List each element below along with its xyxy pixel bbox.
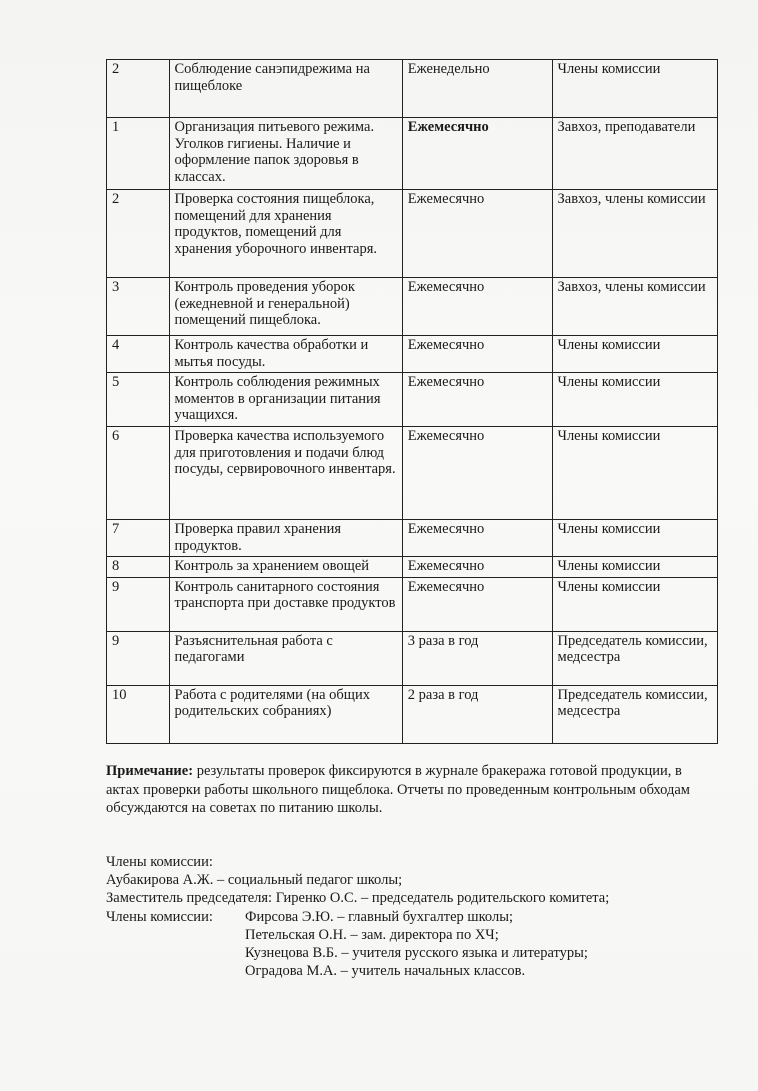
table-row bbox=[107, 118, 718, 190]
row-activity: Работа с родителями (на общих родительских собраниях) bbox=[169, 685, 402, 743]
row-number: 2 bbox=[107, 60, 170, 118]
row-activity: Контроль проведения уборок (ежедневной и генеральной) помещений пищеблока. bbox=[169, 278, 402, 336]
row-responsible: Члены комиссии bbox=[552, 557, 717, 578]
row-period: Ежемесячно bbox=[402, 373, 552, 427]
row-responsible: Члены комиссии bbox=[552, 427, 717, 520]
row-period: Ежемесячно bbox=[402, 118, 552, 190]
row-number: 2 bbox=[107, 190, 170, 278]
row-period: Еженедельно bbox=[402, 60, 552, 118]
row-number: 4 bbox=[107, 336, 170, 373]
table-row bbox=[107, 557, 718, 578]
row-number: 8 bbox=[107, 557, 170, 578]
row-number: 6 bbox=[107, 427, 170, 520]
row-responsible: Члены комиссии bbox=[552, 373, 717, 427]
row-activity: Проверка состояния пищеблока, помещений для хранения продуктов, помещений для хранения уборочного инвентаря. bbox=[169, 190, 402, 278]
note-paragraph bbox=[106, 762, 706, 818]
inspection-plan-table bbox=[106, 59, 718, 744]
row-number: 10 bbox=[107, 685, 170, 743]
row-period: Ежемесячно bbox=[402, 577, 552, 631]
row-activity: Разъяснительная работа с педагогами bbox=[169, 631, 402, 685]
row-period: 2 раза в год bbox=[402, 685, 552, 743]
row-responsible: Председатель комиссии, медсестра bbox=[552, 631, 717, 685]
row-activity: Контроль соблюдения режимных моментов в организации питания учащихся. bbox=[169, 373, 402, 427]
member-line: Петельская О.Н. – зам. директора по ХЧ; bbox=[245, 926, 499, 943]
row-responsible: Завхоз, члены комиссии bbox=[552, 278, 717, 336]
row-responsible: Завхоз, члены комиссии bbox=[552, 190, 717, 278]
plan-table-body bbox=[107, 60, 718, 744]
note-label: Примечание: bbox=[106, 763, 194, 779]
member-line: Оградова М.А. – учитель начальных классов. bbox=[245, 963, 526, 980]
chair-line: Аубакирова А.Ж. – социальный педагог школы; bbox=[106, 872, 403, 889]
table-row bbox=[107, 373, 718, 427]
table-row bbox=[107, 577, 718, 631]
row-activity: Проверка качества используемого для приготовления и подачи блюд посуды, сервировочного инвентаря. bbox=[169, 427, 402, 520]
member-name: Фирсова Э.Ю. – главный бухгалтер школы; bbox=[245, 908, 513, 925]
note-text: результаты проверок фиксируются в журнале бракеража готовой продукции, в актах проверки работы школьного пищеблока. Отчеты по проведенным контрольным обходам обсуждаются на советах по питанию школы. bbox=[106, 763, 690, 816]
row-number: 7 bbox=[107, 520, 170, 557]
table-row bbox=[107, 520, 718, 557]
row-responsible: Члены комиссии bbox=[552, 577, 717, 631]
row-activity: Проверка правил хранения продуктов. bbox=[169, 520, 402, 557]
table-row bbox=[107, 278, 718, 336]
row-responsible: Завхоз, преподаватели bbox=[552, 118, 717, 190]
member-line: Кузнецова В.Б. – учителя русского языка и литературы; bbox=[245, 945, 588, 962]
table-row bbox=[107, 631, 718, 685]
table-row bbox=[107, 190, 718, 278]
table-row bbox=[107, 60, 718, 118]
row-activity: Организация питьевого режима. Уголков гигиены. Наличие и оформление папок здоровья в классах. bbox=[169, 118, 402, 190]
row-activity: Контроль санитарного состояния транспорта при доставке продуктов bbox=[169, 577, 402, 631]
row-activity: Контроль за хранением овощей bbox=[169, 557, 402, 578]
row-number: 1 bbox=[107, 118, 170, 190]
deputy-line: Заместитель председателя: Гиренко О.С. – председатель родительского комитета; bbox=[106, 890, 610, 907]
row-responsible: Члены комиссии bbox=[552, 336, 717, 373]
member-line bbox=[106, 908, 726, 926]
table-row bbox=[107, 685, 718, 743]
row-responsible: Члены комиссии bbox=[552, 520, 717, 557]
row-number: 9 bbox=[107, 631, 170, 685]
row-responsible: Председатель комиссии, медсестра bbox=[552, 685, 717, 743]
row-activity: Контроль качества обработки и мытья посуды. bbox=[169, 336, 402, 373]
table-row bbox=[107, 427, 718, 520]
row-responsible: Члены комиссии bbox=[552, 60, 717, 118]
members-label: Члены комиссии: bbox=[106, 908, 213, 925]
row-number: 3 bbox=[107, 278, 170, 336]
row-period: Ежемесячно bbox=[402, 427, 552, 520]
row-period: Ежемесячно bbox=[402, 557, 552, 578]
row-period: Ежемесячно bbox=[402, 278, 552, 336]
row-activity: Соблюдение санэпидрежима на пищеблоке bbox=[169, 60, 402, 118]
commission-members bbox=[106, 853, 726, 980]
members-heading: Члены комиссии: bbox=[106, 854, 213, 870]
row-number: 5 bbox=[107, 373, 170, 427]
row-period: 3 раза в год bbox=[402, 631, 552, 685]
row-number: 9 bbox=[107, 577, 170, 631]
row-period: Ежемесячно bbox=[402, 520, 552, 557]
row-period: Ежемесячно bbox=[402, 336, 552, 373]
row-period: Ежемесячно bbox=[402, 190, 552, 278]
table-row bbox=[107, 336, 718, 373]
